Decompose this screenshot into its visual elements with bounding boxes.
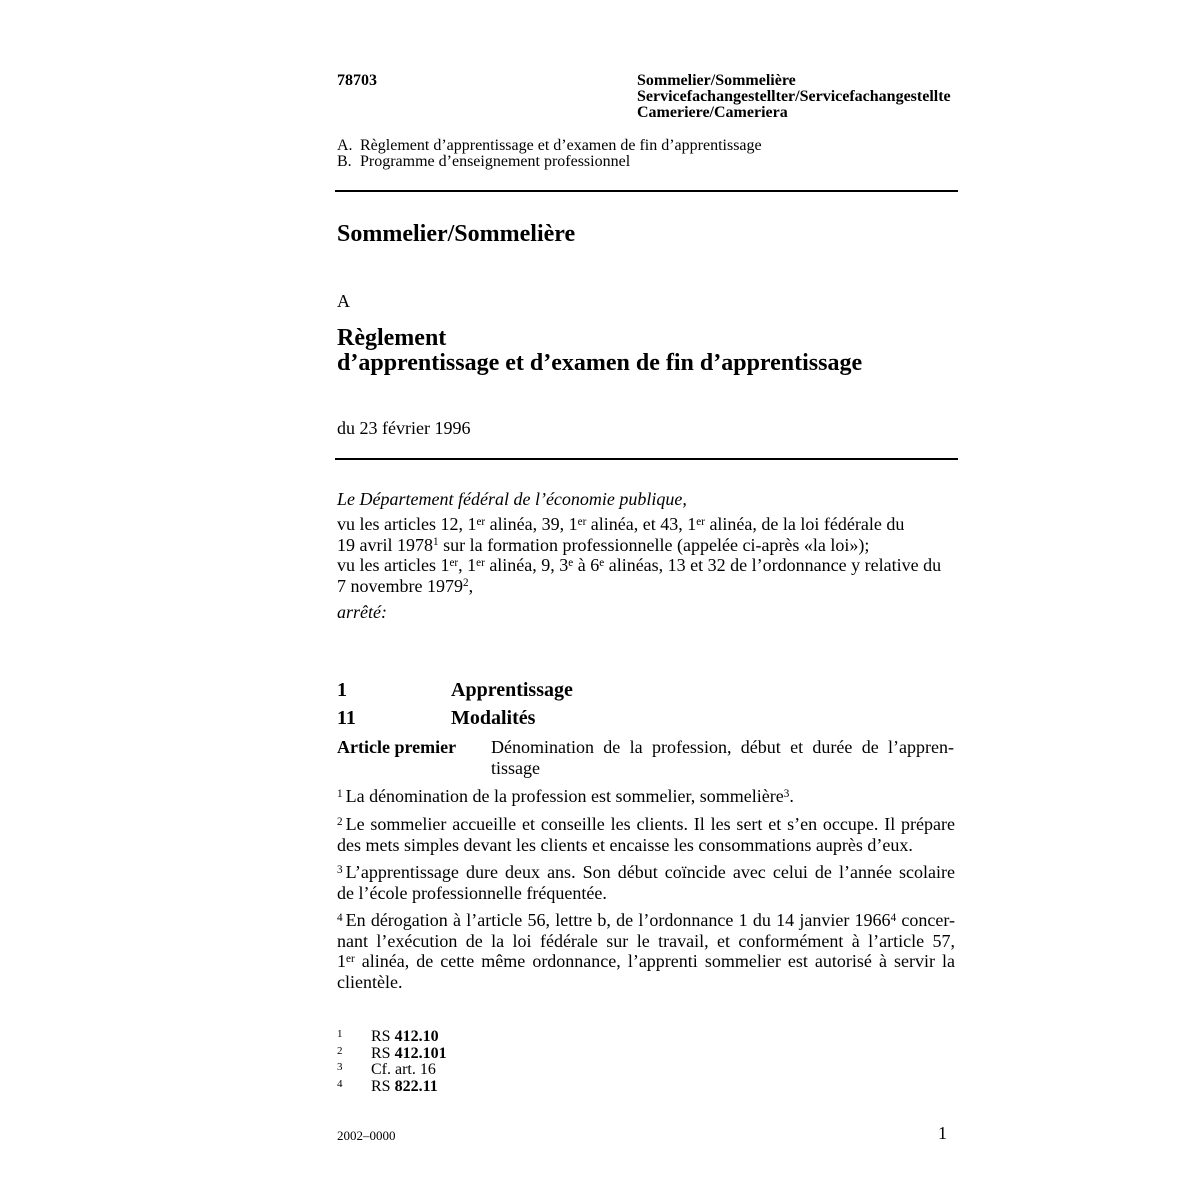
- page-number: 1: [938, 1123, 947, 1143]
- contents-item-text: Règlement d’apprentissage et d’examen de fin d’apprentissage: [360, 137, 762, 154]
- contents-item-letter: B.: [337, 153, 352, 170]
- footnote-prefix: RS: [371, 1044, 391, 1062]
- article-paragraph: [337, 862, 955, 903]
- superscript: er: [577, 515, 587, 528]
- superscript: er: [476, 515, 486, 528]
- text-run: vu les articles 12, 1: [337, 514, 477, 534]
- article-paragraph: [337, 910, 955, 992]
- article-heading: [337, 737, 954, 778]
- text-line: [337, 862, 955, 883]
- superscript: e: [599, 556, 605, 569]
- text-line: [337, 883, 955, 904]
- text-run: ,: [468, 575, 474, 596]
- text-line: [337, 931, 955, 952]
- footnote-reference: 822.11: [394, 1078, 438, 1096]
- text-run: 19 avril 1978: [337, 534, 433, 555]
- horizontal-rule: [335, 458, 958, 460]
- footnote: [337, 1079, 447, 1096]
- text-line: [337, 555, 955, 576]
- superscript: er: [346, 952, 355, 965]
- text-run: alinéas, 13 et 32 de l’ordonnance y relative du: [604, 555, 942, 575]
- superscript: er: [476, 556, 485, 569]
- superscript: 2: [462, 577, 469, 590]
- paragraph-number: 4: [337, 911, 343, 924]
- horizontal-rule: [335, 190, 958, 192]
- superscript: 3: [783, 787, 790, 800]
- contents-list: [337, 138, 762, 170]
- text-run: La dénomination de la profession est sommelier, sommelière: [345, 786, 784, 806]
- footnote-reference: 412.101: [394, 1044, 447, 1062]
- text-line: [337, 835, 955, 856]
- text-run: En dérogation à l’article 56, lettre b, de l’ordonnance 1 du 14 janvier 1966: [345, 910, 891, 930]
- text-run: 7 novembre 1979: [337, 575, 463, 596]
- text-run: L’apprentissage dure deux ans. Son début coïncide avec celui de l’année scolaire: [345, 862, 955, 882]
- text-line: [337, 951, 955, 972]
- text-run: alinéa, 39, 1: [485, 514, 578, 534]
- section-heading: [337, 679, 573, 701]
- text-run: , 1: [458, 555, 477, 575]
- subsection-heading: [337, 707, 535, 729]
- text-run: concer-: [896, 910, 955, 930]
- footnote-prefix: RS: [371, 1028, 391, 1045]
- article-title-line: tissage: [491, 757, 540, 778]
- header-title-italian: Cameriere/Cameriera: [637, 104, 788, 121]
- footnote-number: 1: [337, 1028, 343, 1040]
- contents-item: [337, 138, 762, 154]
- footnotes: [337, 1029, 447, 1096]
- text-line: [337, 910, 955, 931]
- paragraph-number: 1: [337, 787, 343, 800]
- regulation-date: du 23 février 1996: [337, 418, 471, 438]
- article-paragraph: [337, 786, 955, 807]
- footer-code: 2002–0000: [337, 1128, 396, 1143]
- text-run: alinéa, et 43, 1: [586, 514, 697, 534]
- section-number: 11: [337, 707, 356, 729]
- text-run: alinéa, de cette même ordonnance, l’apprenti sommelier est autorisé à servir la: [354, 951, 955, 971]
- footnote-number: 4: [337, 1078, 343, 1091]
- article-title-line: Dénomination de la profession, début et durée de l’appren-: [491, 737, 954, 757]
- regulation-title-line: d’apprentissage et d’examen de fin d’apprentissage: [337, 350, 863, 376]
- preamble-authority: Le Département fédéral de l’économie publique,: [337, 489, 687, 509]
- article-title: [491, 737, 954, 778]
- footnote-prefix: Cf. art. 16: [371, 1061, 436, 1079]
- text-run: .: [789, 786, 794, 806]
- article-label: Article premier: [337, 737, 457, 757]
- preamble-text: [337, 514, 955, 596]
- footnote-number: 2: [337, 1044, 343, 1057]
- text-line: [337, 786, 955, 807]
- footnote-number: 3: [337, 1061, 343, 1074]
- superscript: er: [449, 556, 459, 569]
- text-run: à 6: [573, 555, 600, 575]
- superscript: 4: [890, 911, 897, 924]
- contents-item: [337, 154, 762, 170]
- regulation-title: [337, 326, 862, 376]
- contents-item-text: Programme d’enseignement professionnel: [360, 153, 631, 170]
- section-number: 1: [337, 679, 347, 701]
- document-number: 78703: [337, 72, 377, 89]
- text-run: nant l’exécution de la loi fédérale sur le travail, et conformément à l’article 57,: [337, 930, 955, 951]
- footnote-prefix: RS: [371, 1078, 391, 1096]
- contents-item-letter: A.: [337, 137, 353, 154]
- preamble-decree: arrêté:: [337, 602, 387, 622]
- text-run: alinéa, 9, 3: [484, 555, 569, 575]
- text-run: Le sommelier accueille et conseille les clients. Il les sert et s’en occupe. Il prépare: [345, 814, 955, 834]
- header-title-french: Sommelier/Sommelière: [637, 72, 796, 89]
- paragraph-number: 3: [337, 863, 343, 876]
- page-title: Sommelier/Sommelière: [337, 221, 576, 247]
- text-run: 1: [337, 951, 346, 971]
- article-paragraph: [337, 814, 955, 855]
- footnote-reference: 412.10: [394, 1028, 439, 1045]
- text-run: clientèle.: [337, 971, 403, 992]
- text-line: [337, 514, 955, 535]
- text-run: alinéa, de la loi fédérale du: [704, 514, 905, 534]
- header-title-german: Servicefachangestellter/Servicefachangestellte: [637, 88, 951, 105]
- text-run: sur la formation professionnelle (appelée ci-après «la loi»);: [438, 534, 870, 555]
- superscript: e: [568, 556, 574, 569]
- superscript: er: [696, 515, 705, 528]
- part-letter: A: [337, 291, 350, 311]
- header-titles: [637, 73, 951, 121]
- text-run: vu les articles 1: [337, 555, 450, 575]
- paragraph-number: 2: [337, 815, 343, 828]
- text-line: [337, 576, 955, 597]
- superscript: 1: [433, 536, 439, 549]
- text-run: des mets simples devant les clients et encaisse les consommations auprès d’eux.: [337, 834, 913, 855]
- section-title: Modalités: [451, 707, 536, 729]
- section-title: Apprentissage: [451, 679, 573, 701]
- text-run: de l’école professionnelle fréquentée.: [337, 882, 607, 903]
- text-line: [337, 535, 955, 556]
- text-line: [337, 972, 955, 993]
- text-line: [337, 814, 955, 835]
- regulation-title-line: Règlement: [337, 325, 447, 351]
